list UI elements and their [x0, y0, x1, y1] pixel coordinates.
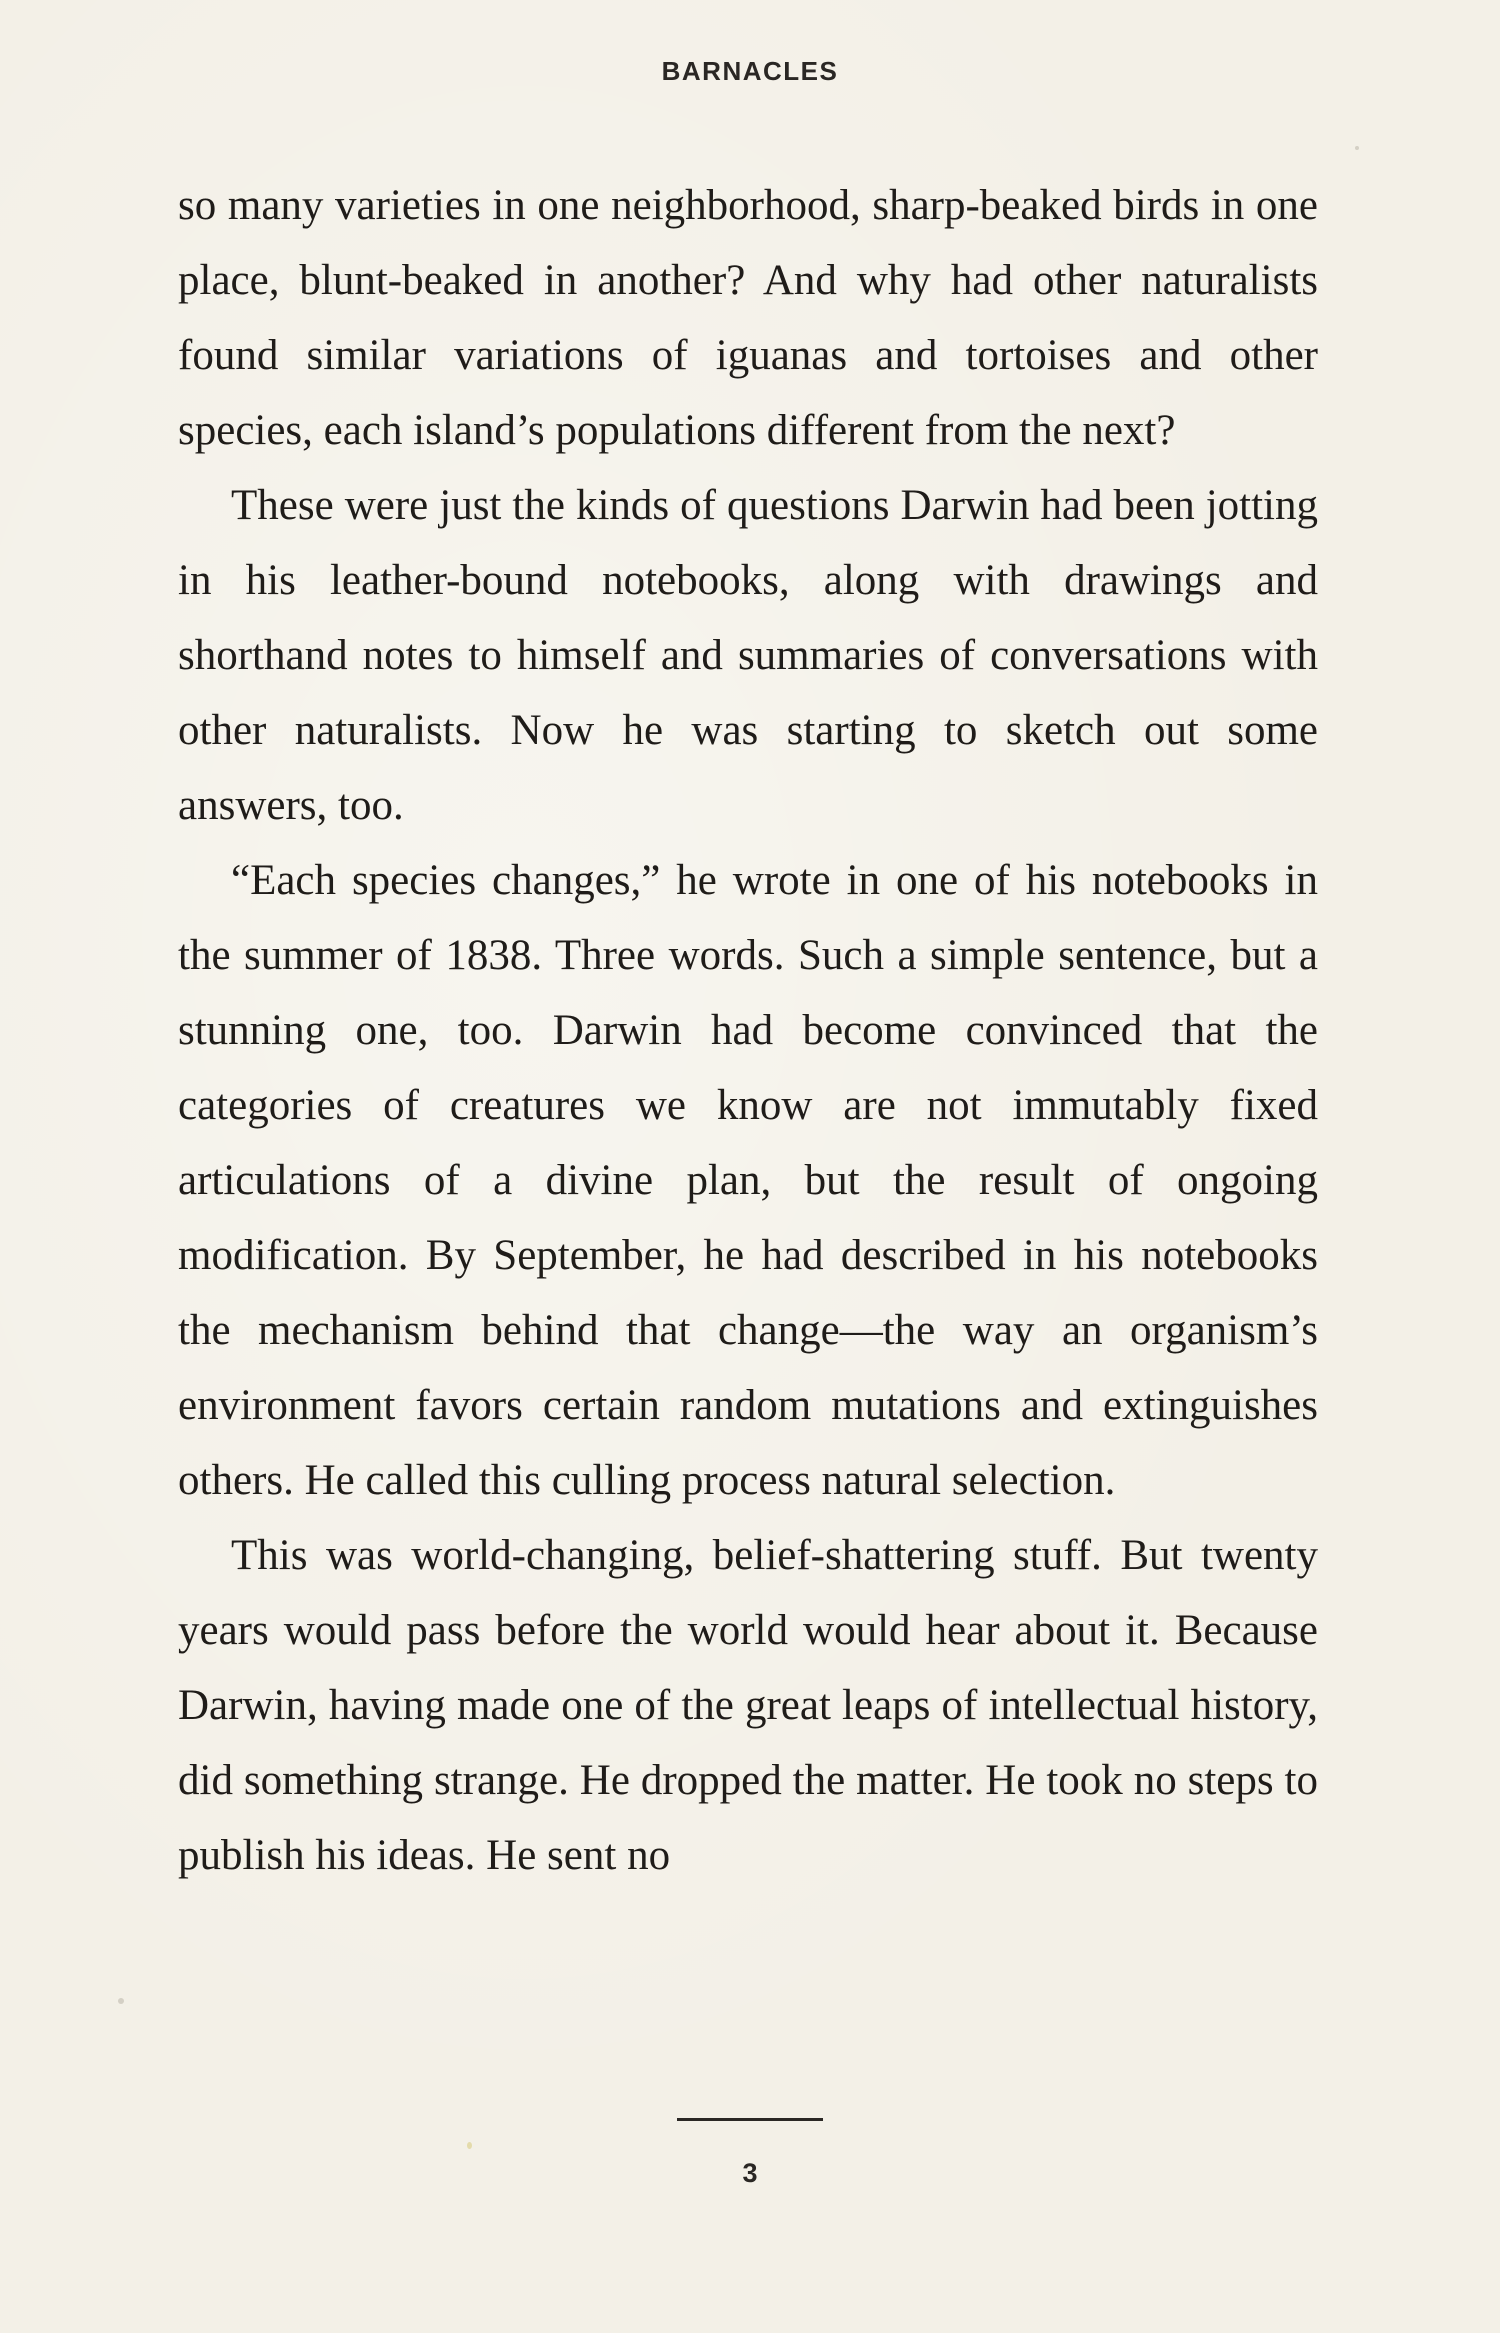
paper-speck [1355, 146, 1359, 150]
paper-speck [118, 1998, 124, 2004]
paper-speck [467, 2142, 472, 2149]
running-head: BARNACLES [661, 56, 839, 86]
paragraph: so many varieties in one neighborhood, sharp-beaked birds in one place, blunt-beaked in another? And why had other naturalists found similar variations of iguanas and tortoises and other species, each island’s populations different from the next? [178, 182, 1318, 454]
page-number: 3 [742, 2158, 758, 2188]
paragraph: “Each species changes,” he wrote in one of his notebooks in the summer of 1838. Three words. Such a simple sentence, but a stunning one, too. Darwin had become convinced that the categories of creatures we know are not immutably fixed articulations of a divine plan, but the result of ongoing modification. By September, he had described in his notebooks the mechanism behind that change—the way an organism’s environment favors certain random mutations and extinguishes others. He called this culling process natural selection. [178, 857, 1318, 1504]
paragraph: This was world-changing, belief-shattering stuff. But twenty years would pass before the world would hear about it. Because Darwin, having made one of the great leaps of intellectual history, did something strange. He dropped the matter. He took no steps to publish his ideas. He sent no [178, 1532, 1318, 1879]
body-text [178, 168, 1318, 1893]
paragraph: These were just the kinds of questions Darwin had been jotting in his leather-bound notebooks, along with drawings and shorthand notes to himself and summaries of conversations with other naturalists. Now he was starting to sketch out some answers, too. [178, 482, 1318, 829]
folio-rule [677, 2118, 823, 2121]
